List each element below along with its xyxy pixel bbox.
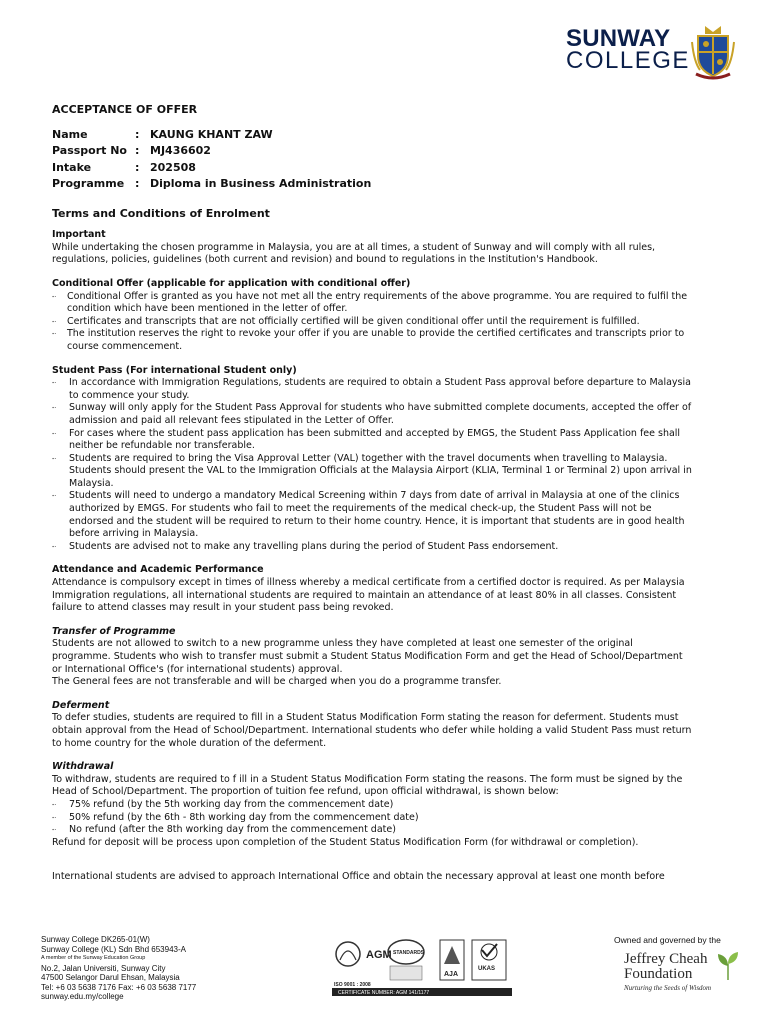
list-item-text: 50% refund (by the 6th - 8th working day from the commencement date): [69, 811, 419, 823]
bullet-icon: ꞏ·: [52, 492, 57, 501]
list-item-text: Students will need to undergo a mandatory Medical Screening within 7 days from date of arrival in Malaysia at one of the clinics authorized by EMGS. For students who fail to meet the requirements of the medical check-up, the Student Pass will not be endorsed and the student will be required to return to their home country. Hence, it is important that students are in good health before arriving in Malaysia.: [69, 490, 685, 540]
letter-body: [52, 104, 692, 895]
cert-label: AJA: [444, 971, 459, 978]
bullet-icon: ꞏ·: [52, 404, 57, 413]
cert-label: AGM: [366, 949, 392, 961]
info-value: KAUNG KHANT ZAW: [150, 127, 273, 141]
list-item: [52, 490, 692, 540]
cert-number-text: CERTIFICATE NUMBER: AGM 141/1177: [338, 990, 430, 996]
bullet-icon: ꞏ·: [52, 826, 57, 835]
list-item-text: Conditional Offer is granted as you have not met all the entry requirements of the above programme. You are required to fulfil the condition which have been mentioned in the letter of offer.: [67, 290, 688, 315]
list-item: [52, 377, 692, 402]
list-item: [52, 402, 692, 427]
info-colon: :: [135, 177, 140, 191]
student-pass-list: [52, 377, 692, 553]
logo-line-1: SUNWAY: [566, 25, 671, 52]
list-item: [52, 541, 692, 554]
list-item-text: Students are advised not to make any travelling plans during the period of Student Pass endorsement.: [69, 540, 559, 552]
footer-line: Sunway College DK265-01(W): [41, 935, 150, 944]
info-colon: :: [135, 144, 140, 158]
section-text: The General fees are not transferable and will be charged when you do a programme transfer.: [52, 676, 502, 688]
footer-line: No.2, Jalan Universiti, Sunway City: [41, 963, 166, 973]
list-item: [52, 428, 692, 453]
bullet-icon: ꞏ·: [52, 813, 57, 822]
ukas-logo-icon: [472, 940, 506, 980]
section-title: Student Pass (For international Student only): [52, 364, 297, 376]
footer-line: 47500 Selangor Darul Ehsan, Malaysia: [41, 973, 180, 982]
intl-note: International students are advised to approach International Office and obtain the necessary approval at least one month before: [52, 871, 665, 883]
footer-line: Sunway College (KL) Sdn Bhd 653943-A: [41, 944, 186, 954]
deposit-note: Refund for deposit will be process upon completion of the Student Status Modification Form (for withdrawal or completion).: [52, 836, 639, 848]
cert-label: UKAS: [478, 966, 496, 972]
section-text: Students are not allowed to switch to a new programme unless they have completed at least one semester of the original programme. Students who wish to transfer must submit a Student Status Modification Form and get the Head of School/Department or International Office's (for international students) approval.: [52, 638, 683, 675]
section-title: Withdrawal: [52, 761, 114, 773]
section-transfer: [52, 626, 692, 689]
info-row-intake: [52, 160, 371, 177]
bullet-icon: ꞏ·: [52, 429, 57, 438]
info-label: Programme: [52, 177, 125, 191]
list-item-text: 75% refund (by the 5th working day from the commencement date): [69, 798, 394, 810]
info-colon: :: [135, 160, 140, 174]
footer-line: A member of the Sunway Education Group: [41, 955, 146, 961]
bullet-icon: ꞏ·: [52, 542, 57, 551]
certification-logos: [332, 934, 512, 1010]
logo-line-2: COLLEGE: [566, 47, 690, 74]
footer-line: sunway.edu.my/college: [41, 992, 124, 1001]
info-label: Name: [52, 127, 88, 141]
owned-by-text: Owned and governed by the: [614, 935, 721, 945]
list-item: [52, 812, 692, 825]
bullet-icon: ꞏ·: [52, 330, 57, 339]
section-title: Transfer of Programme: [52, 625, 176, 637]
footer-line: Tel: +6 03 5638 7176 Fax: +6 03 5638 7177: [41, 982, 197, 992]
refund-list: [52, 799, 692, 837]
cert-label: ISO 9001 : 2008: [334, 982, 371, 988]
jeffrey-cheah-foundation-logo: [624, 952, 742, 1007]
agm-logo-icon: [334, 942, 392, 988]
section-title: Deferment: [52, 699, 110, 711]
list-item: [52, 291, 692, 316]
section-withdrawal: [52, 761, 692, 884]
info-row-name: [52, 127, 371, 144]
list-item-text: Certificates and transcripts that are not officially certified will be given conditional offer until the requirement is fulfilled.: [67, 315, 640, 327]
jcf-tagline: Nurturing the Seeds of Wisdom: [624, 984, 712, 992]
list-item: [52, 799, 692, 812]
section-deferment: [52, 700, 692, 750]
bullet-icon: ꞏ·: [52, 800, 57, 809]
info-colon: :: [135, 127, 140, 141]
jcf-line-2: Foundation: [624, 966, 693, 982]
bullet-icon: ꞏ·: [52, 292, 57, 301]
list-item: [52, 824, 692, 837]
info-value: Diploma in Business Administration: [150, 177, 372, 191]
cert-label: STANDARDS: [393, 950, 425, 956]
section-student-pass: [52, 365, 692, 554]
info-label: Passport No: [52, 144, 127, 158]
sprout-icon: [716, 952, 740, 980]
bullet-icon: ꞏ·: [52, 454, 57, 463]
section-title: Attendance and Academic Performance: [52, 564, 264, 576]
info-row-programme: [52, 176, 371, 193]
section-text: To defer studies, students are required to fill in a Student Status Modification Form stating the reason for deferment. Students must obtain approval from the Head of School/Department. International students who defer while holding a valid Student Pass must return to home country for the whole duration of the deferment.: [52, 712, 692, 749]
bullet-icon: ꞏ·: [52, 317, 57, 326]
list-item: [52, 453, 692, 491]
footer-address: [41, 935, 196, 1002]
info-value: MJ436602: [150, 144, 211, 158]
aja-logo-icon: [440, 940, 464, 980]
terms-title: Terms and Conditions of Enrolment: [52, 206, 270, 220]
list-item-text: Students are required to bring the Visa Approval Letter (VAL) together with the travel documents when travelling to Malaysia. Students should present the VAL to the Immigration Officials at the Malaysia Airport (KLIA, Terminal 1 or Terminal 2) upon arrival in Malaysia.: [69, 452, 692, 489]
bullet-icon: ꞏ·: [52, 379, 57, 388]
section-attendance: [52, 564, 692, 614]
info-value: 202508: [150, 160, 196, 174]
section-title: Conditional Offer (applicable for application with conditional offer): [52, 277, 411, 289]
list-item-text: For cases where the student pass application has been submitted and accepted by EMGS, the Student Pass Application fee shall neither be refundable nor transferable.: [69, 427, 681, 452]
section-important: [52, 229, 692, 267]
list-item-text: No refund (after the 8th working day from the commencement date): [69, 824, 396, 836]
section-text: To withdraw, students are required to f ill in a Student Status Modification Form stating the reasons. The form must be signed by the Head of School/Department. The proportion of tuition fee refund, upon official withdrawal, is shown below:: [52, 773, 683, 798]
list-item: [52, 328, 692, 353]
conditional-list: [52, 291, 692, 354]
college-crest-icon: [690, 22, 736, 80]
list-item: [52, 316, 692, 329]
info-row-passport: [52, 143, 371, 160]
section-text: While undertaking the chosen programme in Malaysia, you are at all times, a student of Sunway and will comply with all rules, regulations, policies, guidelines (both current and revision) and bound to regulations in the Institution's Handbook.: [52, 241, 656, 266]
section-title: Important: [52, 229, 106, 241]
section-conditional-offer: [52, 278, 692, 354]
jcf-line-1: Jeffrey Cheah: [624, 951, 708, 967]
list-item-text: In accordance with Immigration Regulations, students are required to obtain a Student Pass approval before departure to Malaysia to commence your study.: [69, 377, 691, 401]
section-text: Attendance is compulsory except in times of illness whereby a medical certificate from a certified doctor is required. As per Malaysia Immigration regulations, all international students are required to maintain an attendance of at least 80% in all classes. Consistent failure to attend classes may result in your student pass being revoked.: [52, 577, 685, 614]
list-item-text: The institution reserves the right to revoke your offer if you are unable to provide the certified certificates and transcripts prior to course commencement.: [67, 328, 685, 352]
info-label: Intake: [52, 160, 92, 174]
standards-logo-icon: [388, 940, 425, 980]
acceptance-title: ACCEPTANCE OF OFFER: [52, 103, 198, 116]
sunway-college-logo: [566, 22, 736, 82]
applicant-info-table: [52, 127, 371, 193]
list-item-text: Sunway will only apply for the Student Pass Approval for students who have submitted complete documents, accepted the offer of admission and paid all relevant fees stipulated in the Letter of Offer.: [69, 402, 692, 426]
